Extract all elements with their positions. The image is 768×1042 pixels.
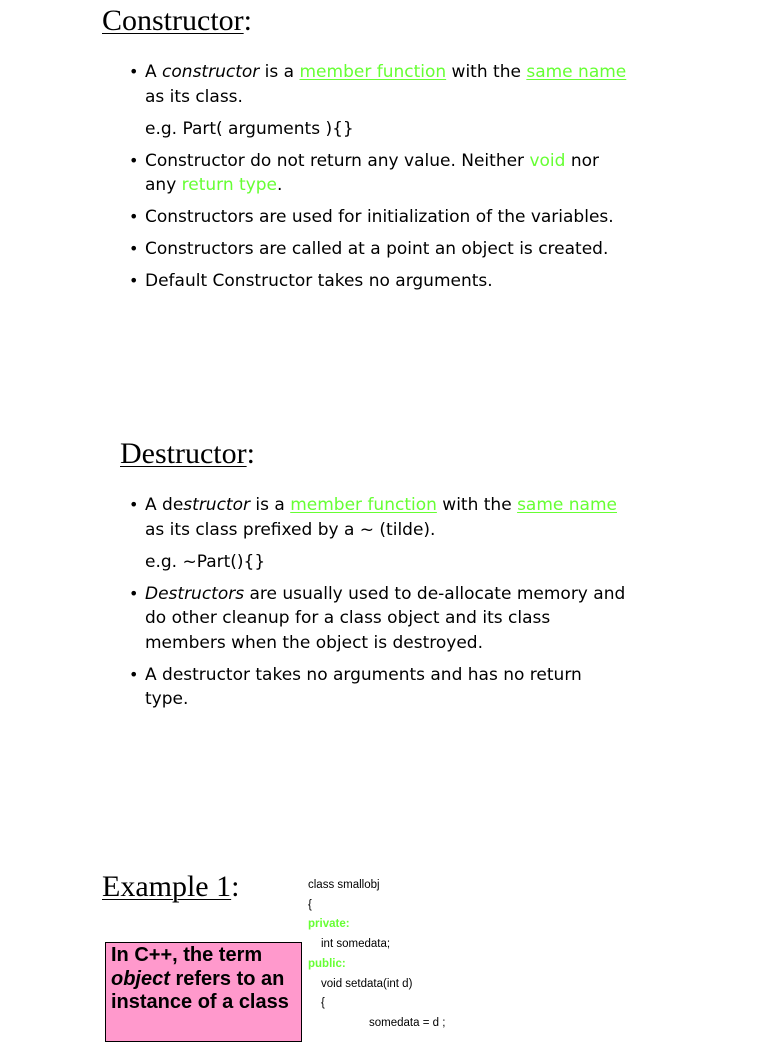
same-name-link[interactable]: same name [517,495,617,515]
constructor-bullet-2: • Constructor do not return any value. Neither void nor any return type. [129,149,629,198]
destructor-bullets [129,493,629,719]
destructor-bullet-3: • A destructor takes no arguments and has no return type. [129,663,629,712]
destructor-bullet-2: • Destructors are usually used to de-allocate memory and do other cleanup for a class object and its class members when the object is destroyed. [129,582,629,656]
constructor-bullet-1: • A constructor is a member function with the same name as its class. [129,60,629,109]
example-title: Example 1 [102,870,232,903]
object-definition-note: In C++, the term object refers to an instance of a class [105,942,302,1042]
code-listing [308,876,445,1034]
constructor-bullet-5: • Default Constructor takes no arguments. [129,269,629,294]
destructor-example: e.g. ~Part(){} [145,551,266,572]
example-colon: : [231,870,240,903]
code-line: { [308,898,312,911]
code-line: somedata = d ; [369,1016,446,1029]
code-line: void setdata(int d) [321,977,413,990]
code-line: int somedata; [321,938,391,951]
void-term: void [529,150,566,171]
constructor-bullets [129,60,629,301]
destructor-title: Destructor [120,437,247,470]
constructor-title: Constructor [102,4,244,37]
example-heading [102,872,239,902]
constructor-example: e.g. Part( arguments ){} [145,118,354,139]
code-keyword-public: public: [308,957,346,970]
return-type-term: return type [181,175,278,195]
member-function-link[interactable]: member function [299,62,447,82]
constructor-bullet-3: • Constructors are used for initialization of the variables. [129,205,629,230]
same-name-link[interactable]: same name [526,62,627,82]
member-function-link[interactable]: member function [290,495,437,515]
code-line: { [321,997,325,1010]
code-line: class smallobj [308,879,380,891]
constructor-heading [102,6,252,36]
constructor-bullet-4: • Constructors are called at a point an object is created. [129,237,629,262]
destructor-bullet-1: • A destructor is a member function with the same name as its class prefixed by a ~ (tilde). [129,493,629,542]
constructor-colon: : [243,4,252,37]
code-keyword-private: private: [308,918,350,931]
destructor-colon: : [246,437,255,470]
destructor-heading [120,439,255,469]
